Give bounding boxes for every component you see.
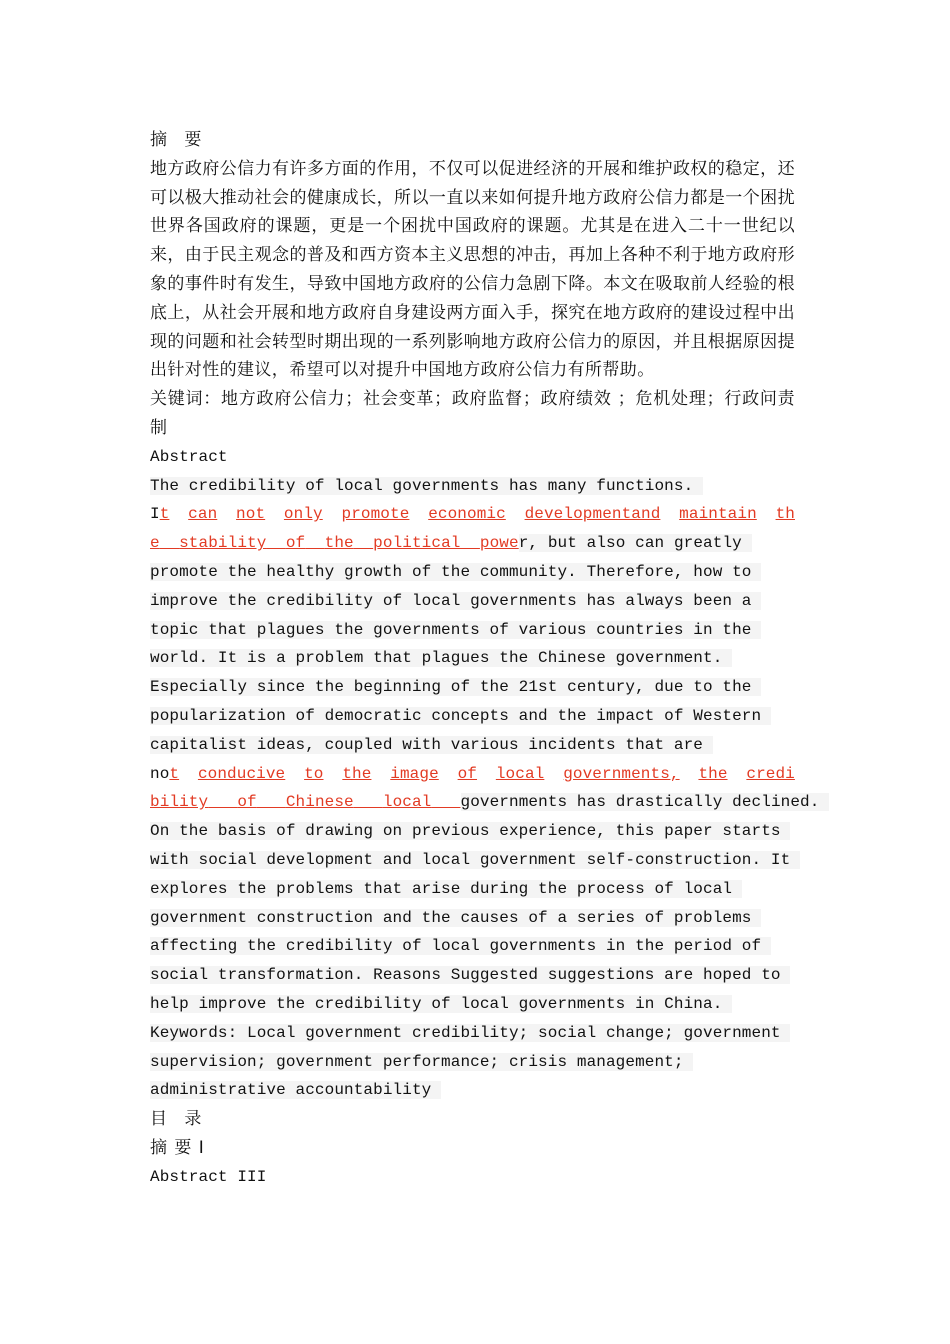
red-underlined-word: the [698, 764, 728, 783]
red-underlined-space [354, 793, 383, 811]
abstract-en-text: On the basis of drawing on previous experience, this paper starts [150, 822, 781, 841]
red-underlined-word: of [237, 793, 257, 812]
red-underlined-word: t [169, 764, 180, 783]
abstract-en-text: administrative accountability [150, 1081, 432, 1100]
abstract-en-text: topic that plagues the governments of various countries in the [150, 620, 752, 639]
toc-item[interactable]: 摘 要 I [150, 1137, 205, 1158]
abstract-en-line [150, 616, 795, 645]
abstract-en [150, 443, 820, 1105]
abstract-en-line [150, 1048, 795, 1077]
abstract-en-text: improve the credibility of local governments has always been a [150, 591, 752, 610]
abstract-en-red-line [150, 788, 820, 817]
abstract-en-space [781, 966, 791, 984]
red-underlined-word: powe [479, 534, 519, 553]
red-underlined-word: local [495, 764, 545, 783]
abstract-en-text: r, but also can greatly [518, 534, 742, 553]
abstract-en-text: popularization of democratic concepts and the impact of Western [150, 706, 762, 725]
red-underlined-word: local [382, 793, 432, 812]
abstract-en-line [150, 673, 795, 702]
abstract-en-space [703, 736, 713, 754]
abstract-en-mid [150, 558, 795, 760]
abstract-en-end [150, 817, 795, 1105]
abstract-en-red-line [150, 760, 795, 789]
abstract-en-space [722, 995, 732, 1013]
red-underlined-space [354, 534, 373, 552]
abstract-en-line [150, 702, 795, 731]
red-underlined-word: not [236, 505, 266, 524]
abstract-en-space [761, 707, 771, 725]
abstract-en-text: world. It is a problem that plagues the Chinese government. [150, 649, 723, 668]
abstract-en-space [684, 1053, 694, 1071]
red-underlined-word: governments, [563, 764, 680, 783]
abstract-en-space [431, 1081, 441, 1099]
abstract-en-text: help improve the credibility of local governments in China. [150, 994, 723, 1013]
red-underlined-word: of [285, 534, 306, 553]
abstract-en-word: I [150, 505, 160, 524]
red-underlined-word: to [304, 764, 324, 783]
abstract-en-space [752, 563, 762, 581]
red-underlined-word: only [283, 505, 323, 524]
abstract-cn-body: 地方政府公信力有许多方面的作用，不仅可以促进经济的开展和维护政权的稳定，还可以极大推动社会的健康成长，所以一直以来如何提升地方政府公信力都是一个困扰世界各国政府的课题，更是一个困扰中国政府的课题。尤其是在进入二十一世纪以来，由于民主观念的普及和西方资本主义思想的冲击，再加上各种不利于地方政府形象的事件时有发生，导致中国地方政府的公信力急剧下降。本文在吸取前人经验的根底上，从社会开展和地方政府自身建设两方面入手，探究在地方政府的建设过程中出现的问题和社会转型时期出现的一系列影响地方政府公信力的原因，并且根据原因提出针对性的建议，希望可以对提升中国地方政府公信力有所帮助。 [150, 158, 795, 381]
red-underlined-space [208, 793, 237, 811]
abstract-en-line [150, 472, 795, 501]
abstract-en-space [752, 678, 762, 696]
abstract-en-line [150, 990, 795, 1019]
red-underlined-word: the [342, 764, 372, 783]
red-underlined-space [257, 793, 286, 811]
abstract-en-text: supervision; government performance; crisis management; [150, 1052, 684, 1071]
abstract-en-text: social transformation. Reasons Suggested suggestions are hoped to [150, 966, 781, 985]
red-underlined-word: stability [179, 534, 267, 553]
red-underlined-space [431, 793, 460, 811]
abstract-cn-heading: 摘 要 [150, 130, 208, 150]
abstract-en-text: Especially since the beginning of the 21st century, due to the [150, 678, 752, 697]
red-underlined-word: economic [428, 505, 506, 524]
abstract-en-red-line [150, 500, 795, 529]
red-underlined-space [266, 534, 285, 552]
abstract-en-word [150, 760, 179, 789]
red-underlined-word: maintain [679, 505, 757, 524]
abstract-en-space [781, 822, 791, 840]
red-underlined-word: bility [150, 793, 209, 812]
red-underlined-word: can [188, 505, 218, 524]
abstract-en-text: Keywords: Local government credibility; social change; government [150, 1023, 781, 1042]
toc-heading: 目 录 [150, 1109, 208, 1130]
abstract-en-line [150, 731, 795, 760]
toc-item[interactable]: Abstract III [150, 1167, 267, 1186]
red-underlined-word: promote [341, 505, 410, 524]
abstract-en-line [150, 904, 795, 933]
abstract-en-space [752, 909, 762, 927]
abstract-en-space [752, 621, 762, 639]
abstract-en-word: no [150, 764, 170, 783]
red-underlined-word: developmentand [524, 505, 661, 524]
abstract-en-text: governments has drastically declined. [460, 793, 820, 812]
red-underlined-word: political [373, 534, 461, 553]
abstract-en-line [150, 558, 795, 587]
abstract-en-space [742, 534, 752, 552]
abstract-en-space [732, 880, 742, 898]
abstract-en-space [761, 937, 771, 955]
abstract-en-space [819, 793, 829, 811]
red-underlined-word: of [457, 764, 478, 783]
abstract-en-space [752, 592, 762, 610]
abstract-en-line [150, 932, 795, 961]
abstract-en-text: with social development and local government self-construction. It [150, 850, 791, 869]
red-underlined-word: t [159, 505, 170, 524]
abstract-en-space [722, 649, 732, 667]
abstract-en-line [150, 1019, 795, 1048]
abstract-en-text: government construction and the causes of a series of problems [150, 908, 752, 927]
abstract-en-word [150, 500, 169, 529]
abstract-cn-keywords: 关键词：地方政府公信力；社会变革；政府监督；政府绩效 ；危机处理；行政问责制 [150, 389, 795, 438]
abstract-en-line [150, 644, 795, 673]
red-underlined-word: credi [746, 764, 795, 783]
red-underlined-word: Chinese [285, 793, 354, 812]
red-underlined-word: conducive [197, 764, 286, 783]
abstract-en-line [150, 817, 795, 846]
red-underlined-word: the [324, 534, 354, 553]
abstract-en-text: affecting the credibility of local governments in the period of [150, 937, 762, 956]
abstract-en-space [790, 851, 800, 869]
abstract-en-text: explores the problems that arise during the process of local [150, 879, 733, 898]
abstract-en-text: capitalist ideas, coupled with various incidents that are [150, 735, 703, 754]
red-underlined-space [461, 534, 480, 552]
red-underlined-word: th [775, 505, 795, 524]
abstract-en-line [150, 875, 795, 904]
red-underlined-word: image [390, 764, 439, 783]
red-underlined-space [160, 534, 179, 552]
red-underlined-space [305, 534, 324, 552]
toc-list [150, 1134, 795, 1192]
abstract-en-line [150, 587, 795, 616]
abstract-en-space [781, 1024, 791, 1042]
abstract-en-line [150, 846, 795, 875]
abstract-en-text: The credibility of local governments has many functions. [150, 476, 694, 495]
abstract-en-line [150, 961, 795, 990]
red-underlined-word: e [150, 534, 160, 553]
abstract-en-text: promote the healthy growth of the community. Therefore, how to [150, 562, 752, 581]
document-page [150, 126, 820, 1191]
abstract-en-red-line [150, 529, 795, 558]
abstract-en-line [150, 1076, 795, 1105]
abstract-en-heading: Abstract [150, 447, 228, 466]
